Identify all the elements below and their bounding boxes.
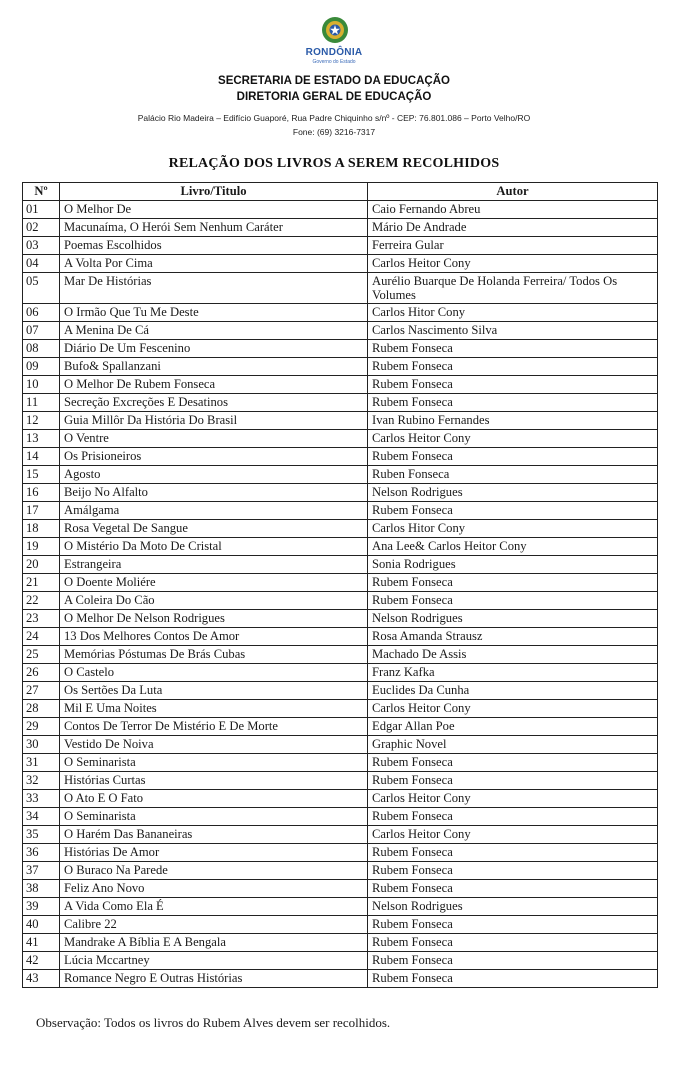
row-title: Amálgama: [60, 502, 368, 520]
row-author: Euclides Da Cunha: [368, 682, 658, 700]
table-row: [23, 412, 658, 430]
row-author: Ruben Fonseca: [368, 466, 658, 484]
brand-subtitle: Governo do Estado: [312, 59, 356, 65]
row-number: 01: [23, 201, 60, 219]
table-row: [23, 201, 658, 219]
row-author: Ivan Rubino Fernandes: [368, 412, 658, 430]
table-row: [23, 322, 658, 340]
header-phone: Fone: (69) 3216-7317: [292, 127, 376, 137]
row-number: 15: [23, 466, 60, 484]
row-title: O Melhor De Nelson Rodrigues: [60, 610, 368, 628]
row-number: 13: [23, 430, 60, 448]
table-row: [23, 682, 658, 700]
table-row: [23, 628, 658, 646]
table-row: [23, 304, 658, 322]
table-row: [23, 484, 658, 502]
row-title: O Irmão Que Tu Me Deste: [60, 304, 368, 322]
header-diretoria: DIRETORIA GERAL DE EDUCAÇÃO: [236, 91, 432, 103]
table-row: [23, 448, 658, 466]
row-author: Rubem Fonseca: [368, 862, 658, 880]
column-header-author: Autor: [368, 183, 658, 201]
row-number: 19: [23, 538, 60, 556]
table-row: [23, 736, 658, 754]
row-author: Aurélio Buarque De Holanda Ferreira/ Todos Os Volumes: [368, 273, 658, 304]
table-row: [23, 718, 658, 736]
row-author: Rubem Fonseca: [368, 916, 658, 934]
row-author: Rubem Fonseca: [368, 754, 658, 772]
row-number: 27: [23, 682, 60, 700]
row-title: Feliz Ano Novo: [60, 880, 368, 898]
row-title: O Harém Das Bananeiras: [60, 826, 368, 844]
row-author: Ana Lee& Carlos Heitor Cony: [368, 538, 658, 556]
row-author: Rubem Fonseca: [368, 880, 658, 898]
row-author: Rubem Fonseca: [368, 970, 658, 988]
row-author: Carlos Heitor Cony: [368, 790, 658, 808]
table-row: [23, 808, 658, 826]
row-number: 43: [23, 970, 60, 988]
row-title: O Castelo: [60, 664, 368, 682]
row-author: Rubem Fonseca: [368, 844, 658, 862]
row-number: 14: [23, 448, 60, 466]
row-author: Nelson Rodrigues: [368, 484, 658, 502]
row-title: Agosto: [60, 466, 368, 484]
row-number: 35: [23, 826, 60, 844]
row-title: 13 Dos Melhores Contos De Amor: [60, 628, 368, 646]
row-number: 41: [23, 934, 60, 952]
row-title: Beijo No Alfalto: [60, 484, 368, 502]
row-number: 38: [23, 880, 60, 898]
table-row: [23, 916, 658, 934]
row-number: 08: [23, 340, 60, 358]
document-title: RELAÇÃO DOS LIVROS A SEREM RECOLHIDOS: [168, 156, 500, 171]
row-title: O Seminarista: [60, 808, 368, 826]
table-row: [23, 700, 658, 718]
row-author: Rubem Fonseca: [368, 592, 658, 610]
observation-note: Observação: Todos os livros do Rubem Alves devem ser recolhidos.: [36, 1015, 391, 1030]
table-row: [23, 376, 658, 394]
row-author: Graphic Novel: [368, 736, 658, 754]
table-row: [23, 430, 658, 448]
row-author: Rubem Fonseca: [368, 502, 658, 520]
row-title: Poemas Escolhidos: [60, 237, 368, 255]
table-row: [23, 538, 658, 556]
table-row: [23, 862, 658, 880]
row-author: Carlos Heitor Cony: [368, 700, 658, 718]
row-number: 23: [23, 610, 60, 628]
row-title: O Melhor De Rubem Fonseca: [60, 376, 368, 394]
row-author: Nelson Rodrigues: [368, 898, 658, 916]
row-number: 32: [23, 772, 60, 790]
row-author: Rubem Fonseca: [368, 574, 658, 592]
row-author: Carlos Heitor Cony: [368, 826, 658, 844]
table-row: [23, 646, 658, 664]
row-title: Estrangeira: [60, 556, 368, 574]
table-row: [23, 844, 658, 862]
row-number: 06: [23, 304, 60, 322]
row-number: 17: [23, 502, 60, 520]
table-row: [23, 970, 658, 988]
row-author: Rubem Fonseca: [368, 934, 658, 952]
table-row: [23, 610, 658, 628]
table-row: [23, 466, 658, 484]
row-author: Ferreira Gular: [368, 237, 658, 255]
row-author: Machado De Assis: [368, 646, 658, 664]
table-row: [23, 772, 658, 790]
books-table: [22, 182, 658, 988]
column-header-title: Livro/Titulo: [60, 183, 368, 201]
row-title: O Buraco Na Parede: [60, 862, 368, 880]
table-row: [23, 826, 658, 844]
row-number: 05: [23, 273, 60, 304]
table-row: [23, 340, 658, 358]
row-author: Rosa Amanda Strausz: [368, 628, 658, 646]
table-row: [23, 237, 658, 255]
row-title: Mandrake A Bíblia E A Bengala: [60, 934, 368, 952]
row-number: 10: [23, 376, 60, 394]
table-row: [23, 898, 658, 916]
row-title: A Menina De Cá: [60, 322, 368, 340]
row-author: Carlos Heitor Cony: [368, 255, 658, 273]
row-number: 11: [23, 394, 60, 412]
row-author: Nelson Rodrigues: [368, 610, 658, 628]
table-row: [23, 952, 658, 970]
row-number: 33: [23, 790, 60, 808]
header-address: Palácio Rio Madeira – Edifício Guaporé, Rua Padre Chiquinho s/nº - CEP: 76.801.086 – Porto Velho/RO: [137, 113, 531, 123]
row-author: Carlos Hitor Cony: [368, 304, 658, 322]
row-title: O Mistério Da Moto De Cristal: [60, 538, 368, 556]
row-title: O Doente Moliére: [60, 574, 368, 592]
table-row: [23, 520, 658, 538]
row-title: O Melhor De: [60, 201, 368, 219]
row-number: 07: [23, 322, 60, 340]
row-number: 16: [23, 484, 60, 502]
row-number: 20: [23, 556, 60, 574]
table-row: [23, 502, 658, 520]
column-header-number: Nº: [23, 183, 60, 201]
row-title: O Ventre: [60, 430, 368, 448]
table-row: [23, 556, 658, 574]
row-number: 21: [23, 574, 60, 592]
row-author: Rubem Fonseca: [368, 772, 658, 790]
row-title: Romance Negro E Outras Histórias: [60, 970, 368, 988]
row-title: Memórias Póstumas De Brás Cubas: [60, 646, 368, 664]
row-title: Macunaíma, O Herói Sem Nenhum Caráter: [60, 219, 368, 237]
header-secretaria: SECRETARIA DE ESTADO DA EDUCAÇÃO: [218, 75, 450, 87]
row-author: Caio Fernando Abreu: [368, 201, 658, 219]
row-author: Carlos Heitor Cony: [368, 430, 658, 448]
row-number: 24: [23, 628, 60, 646]
brand-name: RONDÔNIA: [305, 47, 363, 58]
row-author: Carlos Nascimento Silva: [368, 322, 658, 340]
row-title: O Ato E O Fato: [60, 790, 368, 808]
table-row: [23, 358, 658, 376]
row-author: Franz Kafka: [368, 664, 658, 682]
row-title: Diário De Um Fescenino: [60, 340, 368, 358]
table-row: [23, 934, 658, 952]
row-title: Os Prisioneiros: [60, 448, 368, 466]
row-title: Histórias De Amor: [60, 844, 368, 862]
row-title: Lúcia Mccartney: [60, 952, 368, 970]
row-title: Histórias Curtas: [60, 772, 368, 790]
row-number: 40: [23, 916, 60, 934]
row-author: Rubem Fonseca: [368, 376, 658, 394]
row-number: 36: [23, 844, 60, 862]
row-title: Guia Millôr Da História Do Brasil: [60, 412, 368, 430]
row-title: Calibre 22: [60, 916, 368, 934]
row-title: A Coleira Do Cão: [60, 592, 368, 610]
table-row: [23, 574, 658, 592]
row-author: Rubem Fonseca: [368, 808, 658, 826]
row-number: 18: [23, 520, 60, 538]
row-title: Os Sertões Da Luta: [60, 682, 368, 700]
row-author: Rubem Fonseca: [368, 340, 658, 358]
table-row: [23, 754, 658, 772]
row-number: 30: [23, 736, 60, 754]
row-author: Carlos Hitor Cony: [368, 520, 658, 538]
table-row: [23, 592, 658, 610]
row-title: Secreção Excreções E Desatinos: [60, 394, 368, 412]
row-number: 28: [23, 700, 60, 718]
row-author: Mário De Andrade: [368, 219, 658, 237]
row-title: Rosa Vegetal De Sangue: [60, 520, 368, 538]
row-title: Vestido De Noiva: [60, 736, 368, 754]
row-title: O Seminarista: [60, 754, 368, 772]
row-number: 12: [23, 412, 60, 430]
row-author: Sonia Rodrigues: [368, 556, 658, 574]
table-row: [23, 273, 658, 304]
state-seal-icon: [320, 15, 350, 45]
row-author: Rubem Fonseca: [368, 394, 658, 412]
row-title: A Vida Como Ela É: [60, 898, 368, 916]
row-title: Bufo& Spallanzani: [60, 358, 368, 376]
row-author: Rubem Fonseca: [368, 358, 658, 376]
row-title: Mil E Uma Noites: [60, 700, 368, 718]
row-number: 02: [23, 219, 60, 237]
row-number: 31: [23, 754, 60, 772]
row-number: 42: [23, 952, 60, 970]
row-author: Edgar Allan Poe: [368, 718, 658, 736]
table-row: [23, 790, 658, 808]
row-number: 39: [23, 898, 60, 916]
row-number: 29: [23, 718, 60, 736]
table-row: [23, 219, 658, 237]
table-row: [23, 255, 658, 273]
row-number: 09: [23, 358, 60, 376]
row-number: 03: [23, 237, 60, 255]
row-number: 34: [23, 808, 60, 826]
table-header-row: [23, 183, 658, 201]
row-number: 37: [23, 862, 60, 880]
row-number: 22: [23, 592, 60, 610]
row-title: A Volta Por Cima: [60, 255, 368, 273]
row-number: 26: [23, 664, 60, 682]
row-title: Contos De Terror De Mistério E De Morte: [60, 718, 368, 736]
row-author: Rubem Fonseca: [368, 952, 658, 970]
table-row: [23, 880, 658, 898]
row-title: Mar De Histórias: [60, 273, 368, 304]
row-author: Rubem Fonseca: [368, 448, 658, 466]
row-number: 04: [23, 255, 60, 273]
table-row: [23, 394, 658, 412]
row-number: 25: [23, 646, 60, 664]
table-row: [23, 664, 658, 682]
